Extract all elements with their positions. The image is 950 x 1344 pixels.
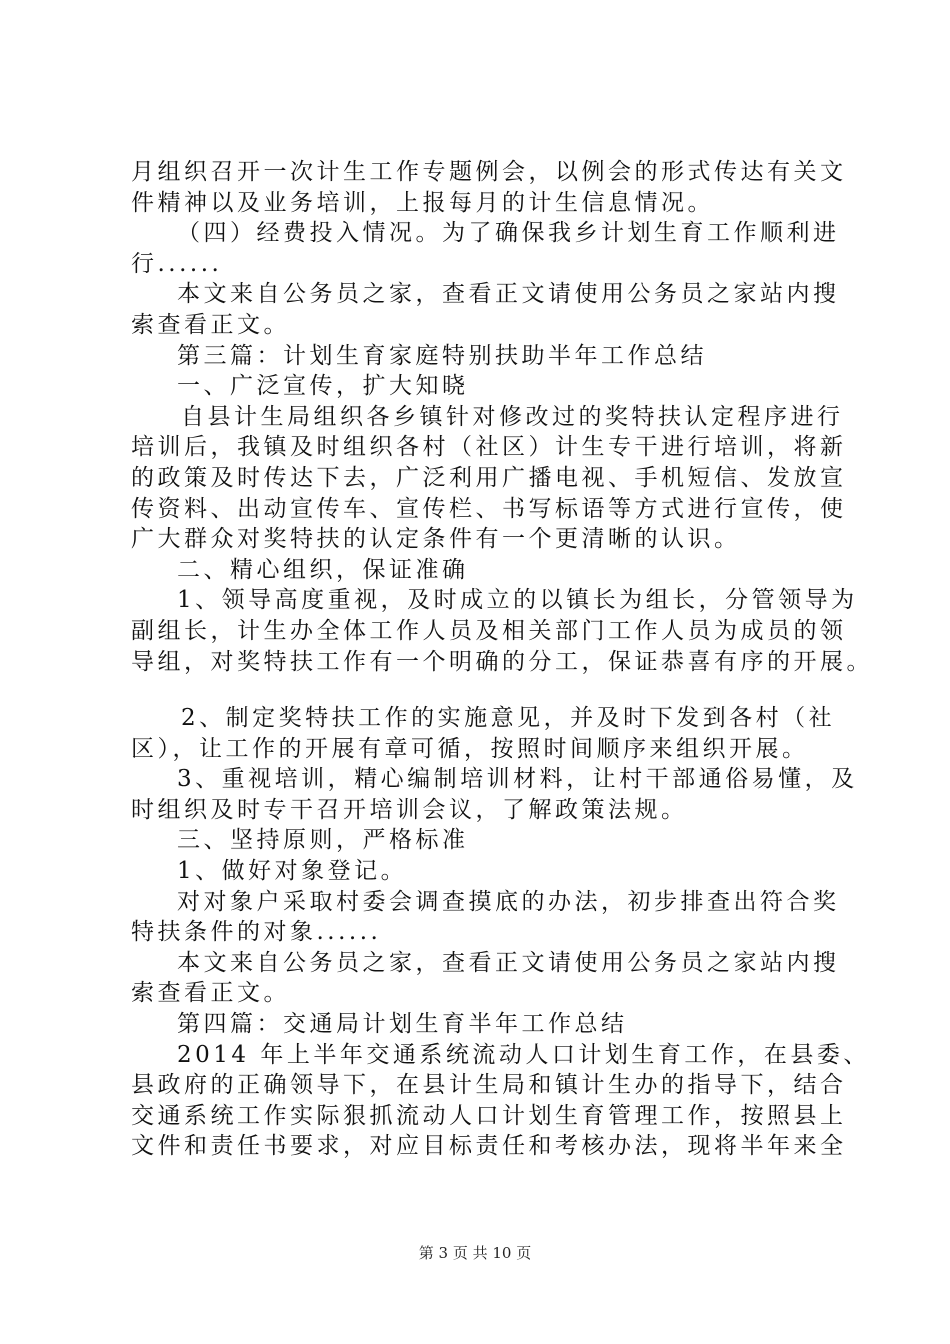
text-line: 区），让工作的开展有章可循，按照时间顺序来组织开展。 — [131, 735, 809, 762]
text-line: 2、制定奖特扶工作的实施意见，并及时下发到各村（社 — [181, 705, 836, 732]
text-line: 1、做好对象登记。 — [177, 858, 408, 885]
text-line: 索查看正文。 — [131, 311, 290, 338]
text-line: 交通系统工作实际狠抓流动人口计划生育管理工作，按照县上 — [131, 1102, 847, 1129]
text-line: 月组织召开一次计生工作专题例会，以例会的形式传达有关文 — [131, 159, 847, 185]
text-line: 副组长，计生办全体工作人员及相关部门工作人员为成员的领 — [131, 617, 847, 644]
text-line: 自县计生局组织各乡镇针对修改过的奖特扶认定程序进行 — [181, 403, 844, 430]
text-line: 3、重视培训，精心编制培训材料，让村干部通俗易懂，及 — [177, 766, 858, 793]
text-line: 导组，对奖特扶工作有一个明确的分工，保证恭喜有序的开展。 — [131, 648, 873, 675]
subheading: 三、坚持原则，严格标准 — [177, 827, 469, 854]
text-line: 本文来自公务员之家，查看正文请使用公务员之家站内搜 — [177, 281, 840, 308]
text-line: 文件和责任书要求，对应目标责任和考核办法，现将半年来全 — [131, 1133, 847, 1160]
text-line: 行...... — [131, 250, 223, 277]
subheading: 一、广泛宣传，扩大知晓 — [177, 373, 469, 400]
section-heading: 第三篇：计划生育家庭特别扶助半年工作总结 — [177, 342, 707, 369]
subheading: 二、精心组织，保证准确 — [177, 556, 469, 583]
text-line: 广大群众对奖特扶的认定条件有一个更清晰的认识。 — [131, 526, 741, 553]
text-line: （四）经费投入情况。为了确保我乡计划生育工作顺利进 — [177, 220, 840, 247]
text-line: 的政策及时传达下去，广泛利用广播电视、手机短信、发放宣 — [131, 464, 847, 491]
page-number: 第 3 页 共 10 页 — [418, 1244, 532, 1262]
text-line: 2014 年上半年交通系统流动人口计划生育工作，在县委、 — [177, 1041, 870, 1068]
text-line: 特扶条件的对象...... — [131, 919, 382, 946]
paragraph-gap — [131, 677, 831, 703]
section-heading: 第四篇：交通局计划生育半年工作总结 — [177, 1011, 628, 1038]
text-line: 时组织及时专干召开培训会议，了解政策法规。 — [131, 796, 688, 823]
text-line: 县政府的正确领导下，在县计生局和镇计生办的指导下，结合 — [131, 1072, 847, 1099]
body-text — [131, 157, 873, 1162]
text-line: 1、领导高度重视，及时成立的以镇长为组长，分管领导为 — [177, 587, 858, 614]
text-line: 培训后，我镇及时组织各村（社区）计生专干进行培训，将新 — [131, 434, 847, 461]
text-line: 传资料、出动宣传车、宣传栏、书写标语等方式进行宣传，使 — [131, 495, 847, 522]
text-line: 索查看正文。 — [131, 980, 290, 1007]
text-line: 对对象户采取村委会调查摸底的办法，初步排查出符合奖 — [177, 888, 840, 915]
text-line: 件精神以及业务培训，上报每月的计生信息情况。 — [131, 189, 714, 216]
text-line: 本文来自公务员之家，查看正文请使用公务员之家站内搜 — [177, 949, 840, 976]
